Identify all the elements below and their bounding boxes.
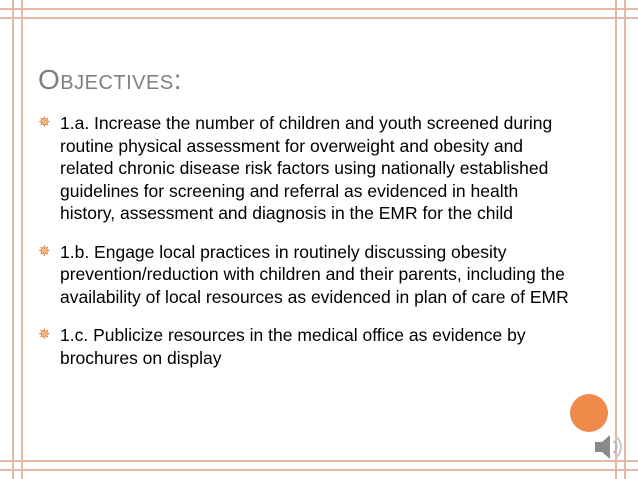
frame-line	[0, 17, 638, 19]
decorative-circle	[570, 394, 608, 432]
bullet-icon: ✵	[38, 242, 51, 260]
frame-line	[0, 460, 638, 462]
frame-line	[615, 0, 617, 479]
speaker-icon[interactable]	[592, 430, 626, 464]
frame-line	[21, 0, 23, 479]
frame-line	[0, 8, 638, 10]
frame-line	[0, 469, 638, 471]
frame-line	[12, 0, 14, 479]
bullet-text: 1.a. Increase the number of children and youth screened during routine physical assessment for overweight and obesity and related chronic disease risk factors using nationally established guidelines for screening and referral as evidenced in health history, assessment and diagnosis in the EMR for the child	[60, 113, 553, 223]
bullet-icon: ✵	[38, 326, 51, 343]
list-item	[38, 112, 578, 225]
bullet-list	[38, 112, 578, 385]
bullet-icon: ✵	[38, 114, 51, 131]
list-item	[38, 241, 578, 309]
slide-title: Objectives:	[38, 64, 182, 95]
list-item	[38, 324, 578, 369]
bullet-text: 1.b. Engage local practices in routinely discussing obesity prevention/reduction with children and their parents, including the availability of local resources as evidenced in plan of care of EMR	[60, 241, 569, 307]
bullet-text: 1.c. Publicize resources in the medical office as evidence by brochures on display	[60, 325, 526, 368]
frame-line	[624, 0, 626, 479]
